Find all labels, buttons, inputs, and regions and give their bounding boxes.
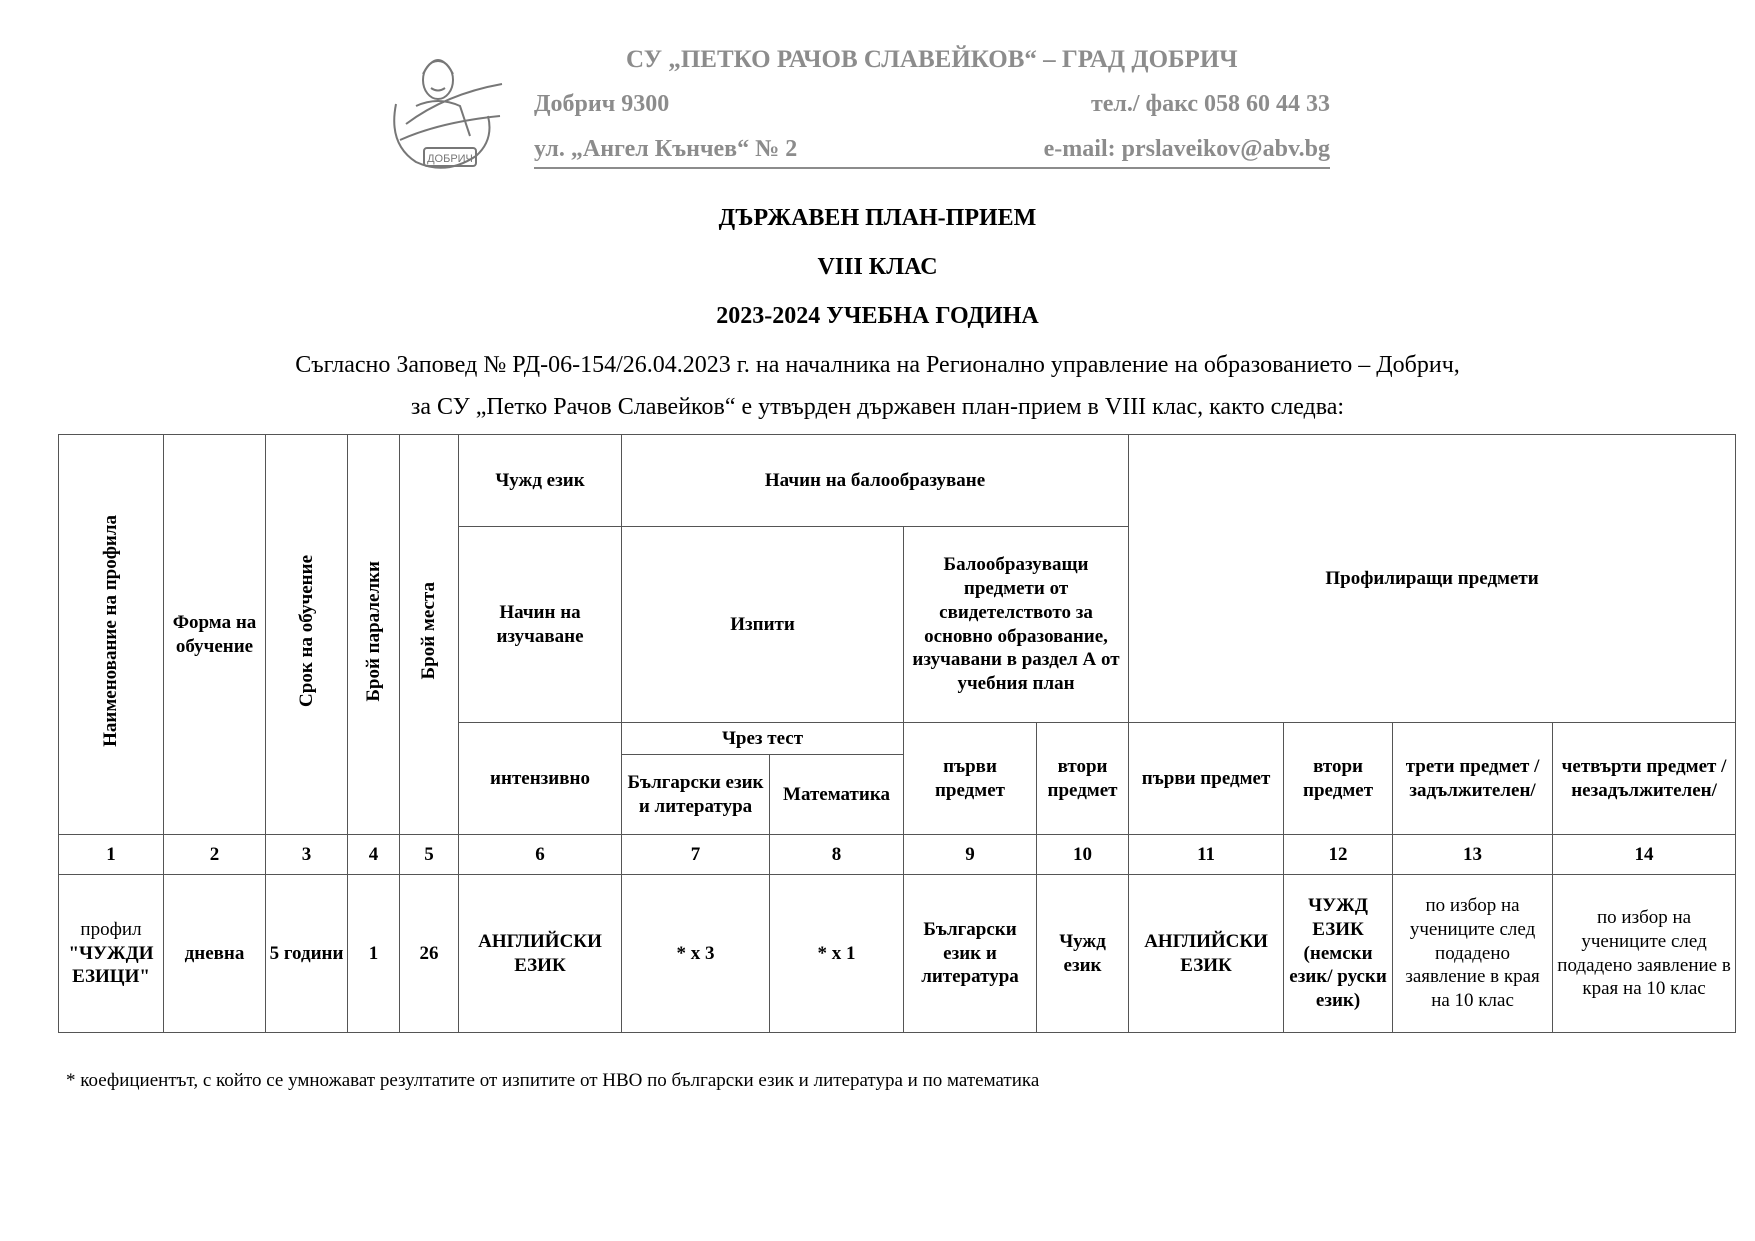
grade-title: VIII КЛАС xyxy=(817,254,938,280)
header-prof-fourth-subject: четвърти предмет /незадължителен/ xyxy=(1553,723,1736,835)
column-number: 5 xyxy=(400,835,459,875)
cell-math-coefficient: * х 1 xyxy=(770,875,904,1033)
header-places: Брой места xyxy=(400,435,459,835)
cell-prof-fourth-subject: по избор на учениците след подадено заявление в края на 10 клас xyxy=(1553,875,1736,1033)
header-foreign-language: Чужд език xyxy=(459,435,622,527)
letterhead xyxy=(386,40,1330,180)
intro-line-2: за СУ „Петко Рачов Славейков“ е утвърден държавен план-прием в VIII клас, както следва: xyxy=(410,394,1345,420)
column-number-row xyxy=(59,835,1736,875)
cell-duration: 5 години xyxy=(266,875,348,1033)
cell-cert-first-subject: Български език и литература xyxy=(904,875,1037,1033)
table-row xyxy=(59,875,1736,1033)
header-math: Математика xyxy=(770,755,904,835)
profile-name: "ЧУЖДИ ЕЗИЦИ" xyxy=(68,942,154,988)
school-name: СУ „ПЕТКО РАЧОВ СЛАВЕЙКОВ“ – ГРАД ДОБРИЧ xyxy=(626,46,1238,73)
school-logo-icon xyxy=(386,44,516,176)
header-profile-name: Наименование на профила xyxy=(59,435,164,835)
cell-prof-first-subject: АНГЛИЙСКИ ЕЗИК xyxy=(1129,875,1284,1033)
letterhead-divider xyxy=(534,167,1330,169)
header-certificate-subjects: Балообразуващи предмети от свидетелството за основно образование, изучавани в раздел А от учебния план xyxy=(904,527,1129,723)
header-intensive: интензивно xyxy=(459,723,622,835)
cell-bel-coefficient: * х 3 xyxy=(622,875,770,1033)
cell-form: дневна xyxy=(164,875,266,1033)
column-number: 9 xyxy=(904,835,1037,875)
document-title: ДЪРЖАВЕН ПЛАН-ПРИЕМ xyxy=(718,205,1037,231)
header-cert-first-subject: първи предмет xyxy=(904,723,1037,835)
column-number: 3 xyxy=(266,835,348,875)
cell-classes: 1 xyxy=(348,875,400,1033)
cell-prof-second-subject: ЧУЖД ЕЗИК (немски език/ руски език) xyxy=(1284,875,1393,1033)
cell-language: АНГЛИЙСКИ ЕЗИК xyxy=(459,875,622,1033)
column-number: 6 xyxy=(459,835,622,875)
header-prof-first-subject: първи предмет xyxy=(1129,723,1284,835)
column-number: 1 xyxy=(59,835,164,875)
column-number: 2 xyxy=(164,835,266,875)
school-email: e-mail: prslaveikov@abv.bg xyxy=(1043,136,1330,162)
cell-prof-third-subject: по избор на учениците след подадено заявление в края на 10 клас xyxy=(1393,875,1553,1033)
header-classes: Брой паралелки xyxy=(348,435,400,835)
header-exams: Изпити xyxy=(622,527,904,723)
column-number: 8 xyxy=(770,835,904,875)
header-profiling-subjects: Профилиращи предмети xyxy=(1129,435,1736,723)
column-number: 13 xyxy=(1393,835,1553,875)
header-scoring-method: Начин на балообразуване xyxy=(622,435,1129,527)
column-number: 12 xyxy=(1284,835,1393,875)
header-duration: Срок на обучение xyxy=(266,435,348,835)
column-number: 14 xyxy=(1553,835,1736,875)
header-prof-second-subject: втори предмет xyxy=(1284,723,1393,835)
intro-line-1: Съгласно Заповед № РД-06-154/26.04.2023 г. на началника на Регионално управление на образованието – Добрич, xyxy=(295,352,1460,378)
school-year-title: 2023-2024 УЧЕБНА ГОДИНА xyxy=(716,303,1039,329)
column-number: 7 xyxy=(622,835,770,875)
column-number: 4 xyxy=(348,835,400,875)
profile-prefix: профил xyxy=(80,918,142,940)
footnote: * коефициентът, с който се умножават резултатите от изпитите от НВО по български език и литература и по математика xyxy=(66,1070,1040,1091)
column-number: 11 xyxy=(1129,835,1284,875)
school-street: ул. „Ангел Кънчев“ № 2 xyxy=(534,136,798,162)
header-study-method: Начин на изучаване xyxy=(459,527,622,723)
cell-profile xyxy=(59,875,164,1033)
header-by-test: Чрез тест xyxy=(622,723,904,755)
header-form: Форма на обучение xyxy=(164,435,266,835)
header-cert-second-subject: втори предмет xyxy=(1037,723,1129,835)
school-city: Добрич 9300 xyxy=(534,91,670,117)
column-number: 10 xyxy=(1037,835,1129,875)
school-phone: тел./ факс 058 60 44 33 xyxy=(1090,91,1330,117)
cell-cert-second-subject: Чужд език xyxy=(1037,875,1129,1033)
svg-text:ДОБРИЧ: ДОБРИЧ xyxy=(427,153,473,165)
cell-places: 26 xyxy=(400,875,459,1033)
header-row-1 xyxy=(59,435,1736,527)
admission-plan-table xyxy=(58,434,1736,1033)
header-prof-third-subject: трети предмет /задължителен/ xyxy=(1393,723,1553,835)
header-bel: Български език и литература xyxy=(622,755,770,835)
